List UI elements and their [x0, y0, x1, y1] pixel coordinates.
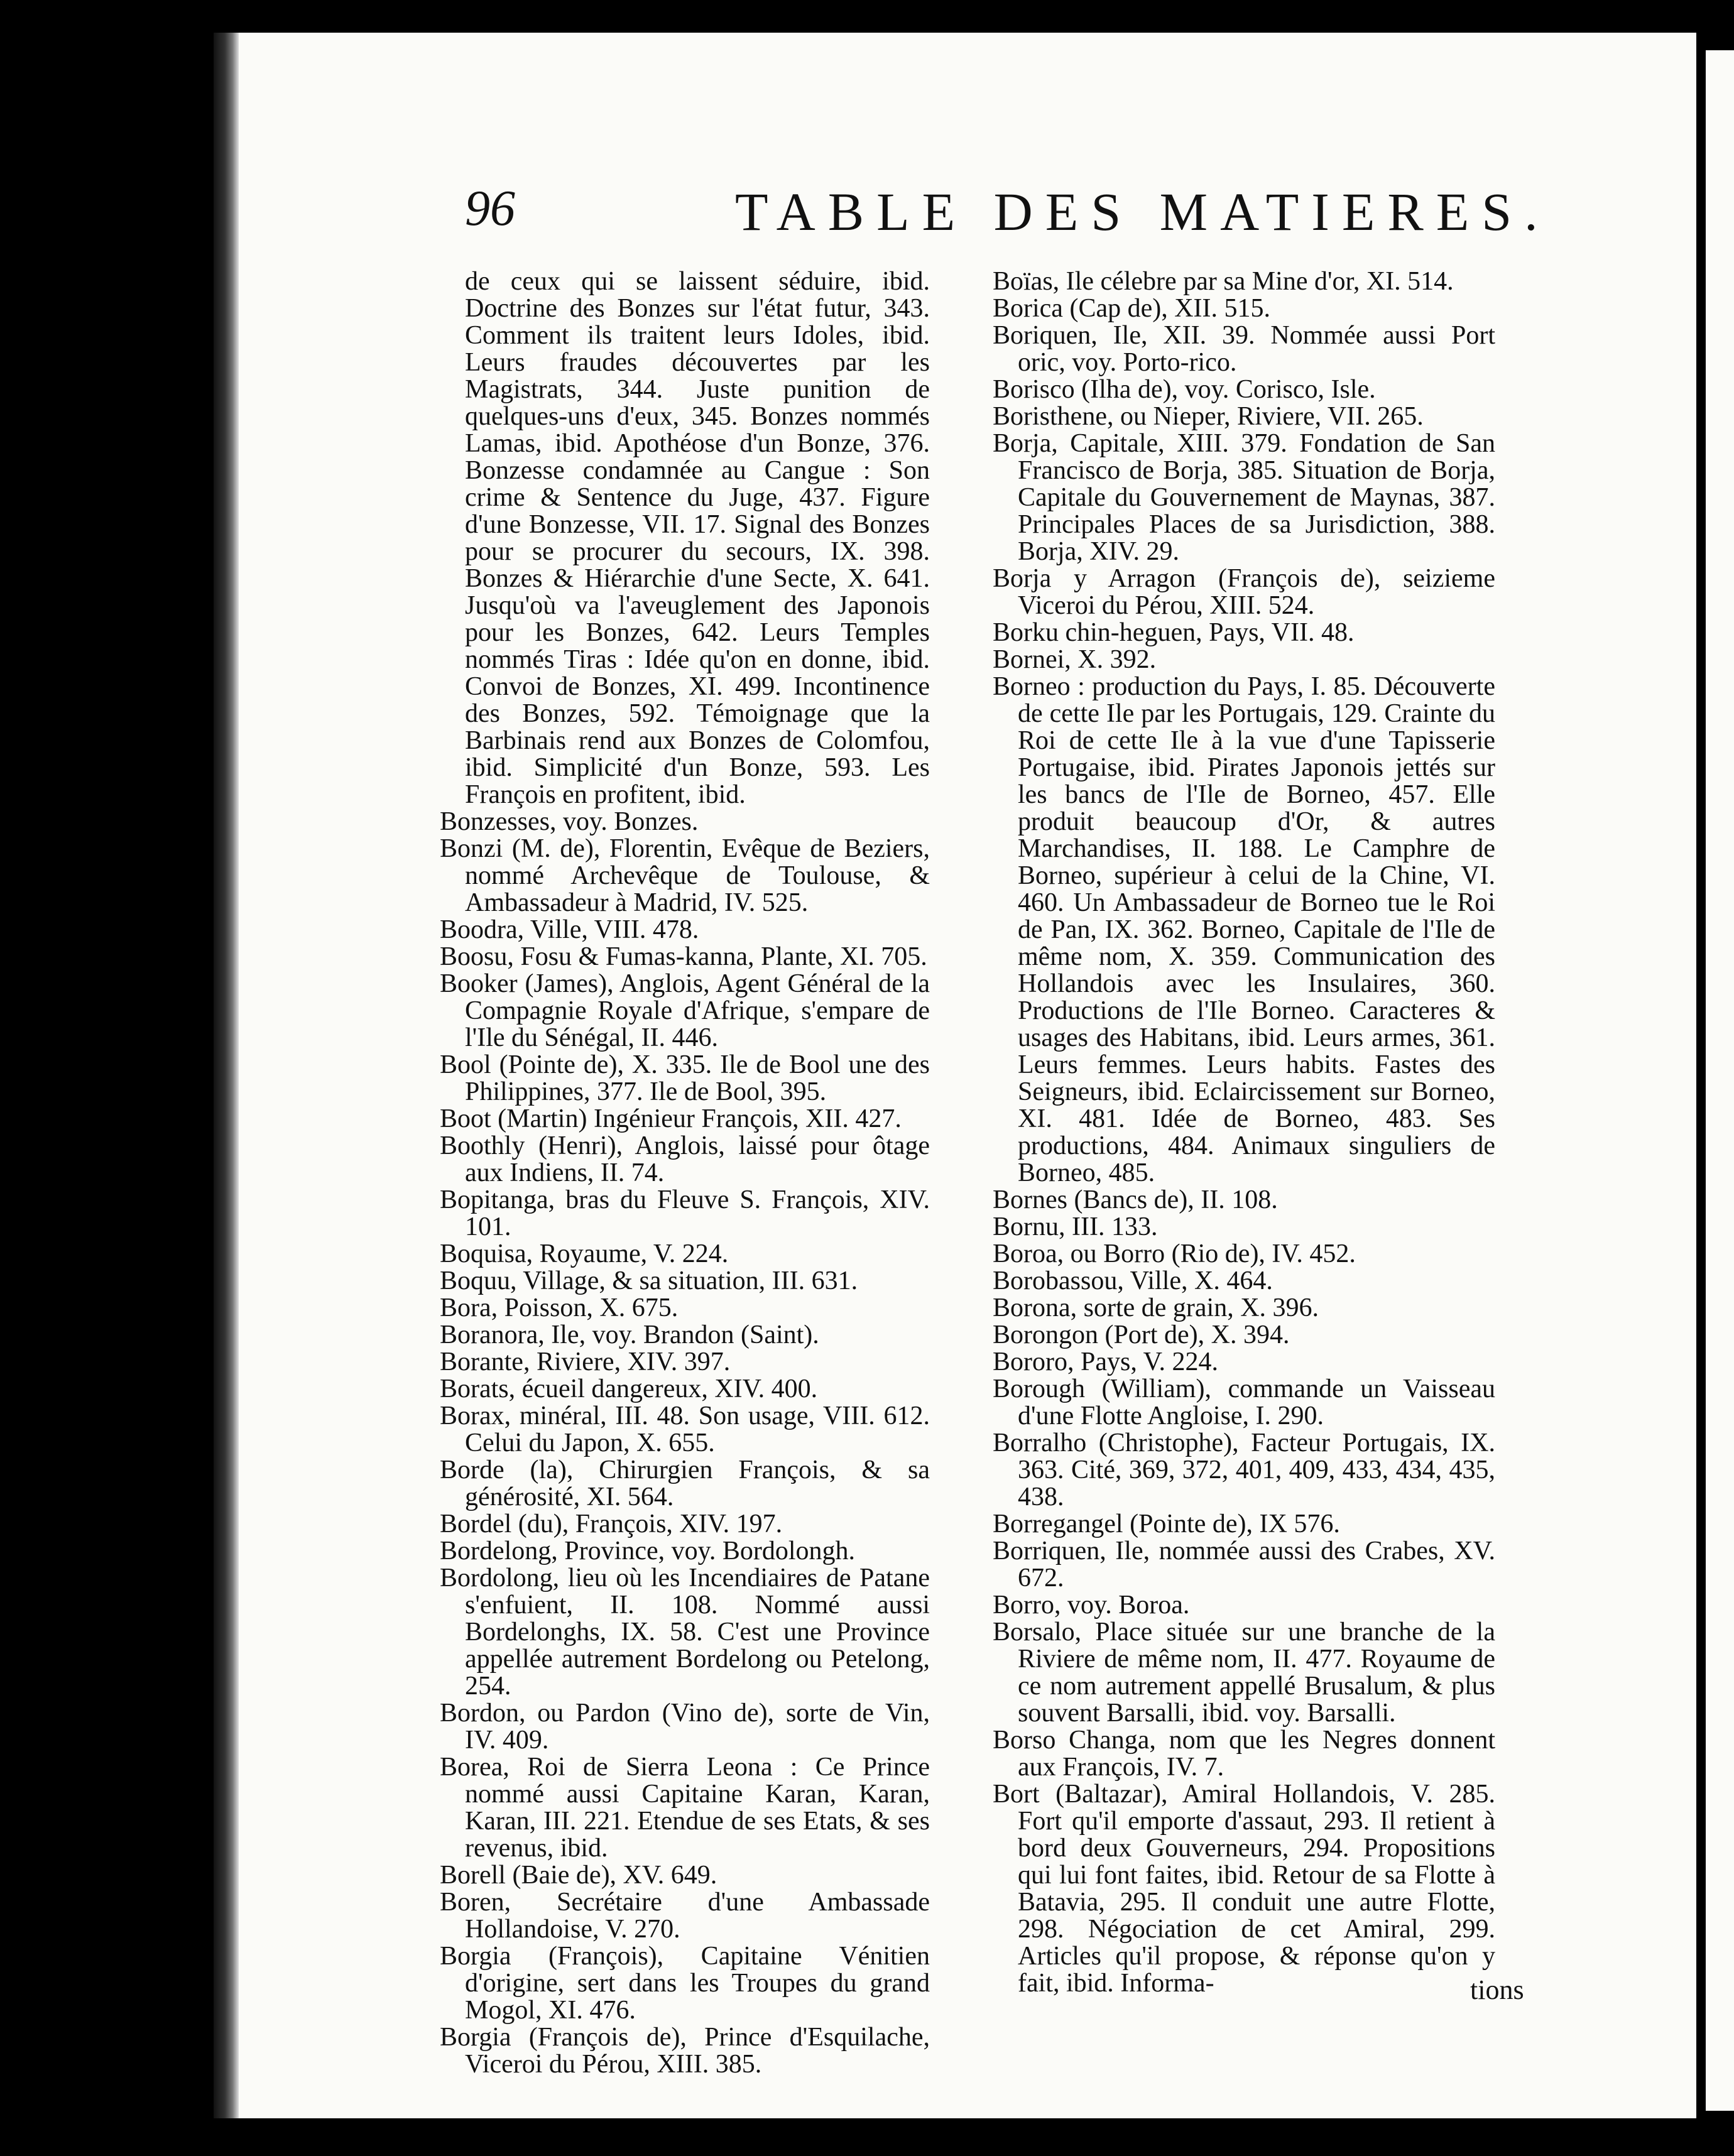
index-entry: Borde (la), Chirurgien François, & sa générosité, XI. 564.	[440, 1456, 930, 1511]
index-entry: Boodra, Ville, VIII. 478.	[440, 915, 699, 944]
index-entry: Bornu, III. 133.	[993, 1212, 1158, 1241]
index-entry: Bonzesses, voy. Bonzes.	[440, 807, 699, 836]
index-entry: Borea, Roi de Sierra Leona : Ce Prince nommé aussi Capitaine Karan, Karan, Karan, III. 221. Etendue de ses Etats, & ses revenus, ibid.	[440, 1753, 930, 1863]
index-entry: Borante, Riviere, XIV. 397.	[440, 1348, 731, 1376]
index-entry: Borica (Cap de), XII. 515.	[993, 294, 1271, 323]
index-entry: Bororo, Pays, V. 224.	[993, 1348, 1218, 1376]
index-entry: Borso Changa, nom que les Negres donnent aux François, IV. 7.	[993, 1726, 1495, 1782]
index-entry: Borongon (Port de), X. 394.	[993, 1320, 1290, 1349]
index-entry: Boothly (Henri), Anglois, laissé pour ôtage aux Indiens, II. 74.	[440, 1131, 930, 1187]
book-page	[239, 33, 1696, 2118]
index-entry: Borgia (François), Capitaine Vénitien d'origine, sert dans les Troupes du grand Mogol, XI. 476.	[440, 1942, 930, 2025]
index-entry: Boquisa, Royaume, V. 224.	[440, 1239, 729, 1268]
index-entry: Bordelong, Province, voy. Bordolongh.	[440, 1537, 856, 1565]
index-entry: Boïas, Ile célebre par sa Mine d'or, XI. 514.	[993, 267, 1454, 296]
index-entry: Borobassou, Ville, X. 464.	[993, 1266, 1273, 1295]
index-entry: Borgia (François de), Prince d'Esquilache, Viceroi du Pérou, XIII. 385.	[440, 2023, 930, 2079]
index-entry: Borough (William), commande un Vaisseau d'une Flotte Angloise, I. 290.	[993, 1375, 1495, 1430]
continued-entry: de ceux qui se laissent séduire, ibid. Doctrine des Bonzes sur l'état futur, 343. Comment ils traitent leurs Idoles, ibid. Leurs fraudes découvertes par les Magistrats, 344. Juste punition de quelques-uns d'eux, 345. Bonzes nommés Lamas, ibid. Apothéose d'un Bonze, 376. Bonzesse condamnée au Cangue : Son crime & Sentence du Juge, 437. Figure d'une Bonzesse, VII. 17. Signal des Bonzes pour se procurer du secours, IX. 398. Bonzes & Hiérarchie d'une Secte, X. 641. Jusqu'où va l'aveuglement des Japonois pour les Bonzes, 642. Leurs Temples nommés Tiras : Idée qu'on en donne, ibid. Convoi de Bonzes, XI. 499. Incontinence des Bonzes, 592. Témoignage que la Barbinais rend aux Bonzes de Colomfou, ibid. Simplicité d'un Bonze, 593. Les François en profitent, ibid.	[465, 267, 930, 809]
page-number: 96	[465, 181, 515, 236]
index-entry: Boristhene, ou Nieper, Riviere, VII. 265.	[993, 402, 1424, 431]
index-entry: Boren, Secrétaire d'une Ambassade Hollandoise, V. 270.	[440, 1888, 930, 1944]
index-entry: Borax, minéral, III. 48. Son usage, VIII. 612. Celui du Japon, X. 655.	[440, 1402, 930, 1457]
index-entry: Borsalo, Place située sur une branche de la Riviere de même nom, II. 477. Royaume de ce nom autrement appellé Brusalum, & plus souvent Barsalli, ibid. voy. Barsalli.	[993, 1618, 1495, 1728]
index-entry: Borisco (Ilha de), voy. Corisco, Isle.	[993, 375, 1376, 404]
index-entry: Bordolong, lieu où les Incendiaires de Patane s'enfuient, II. 108. Nommé aussi Bordelonghs, IX. 58. C'est une Province appellée autrement Bordelong ou Petelong, 254.	[440, 1564, 930, 1701]
index-entry: Borriquen, Ile, nommée aussi des Crabes, XV. 672.	[993, 1537, 1495, 1592]
index-entry: Bonzi (M. de), Florentin, Evêque de Beziers, nommé Archevêque de Toulouse, & Ambassadeur à Madrid, IV. 525.	[440, 834, 930, 917]
catchword: tions	[1470, 1974, 1524, 2005]
index-entry: Boroa, ou Borro (Rio de), IV. 452.	[993, 1239, 1356, 1268]
next-page-edge	[1706, 50, 1734, 2111]
index-entry: Bort (Baltazar), Amiral Hollandois, V. 285. Fort qu'il emporte d'assaut, 293. Il retient à bord deux Gouverneurs, 294. Propositions qui lui font faites, ibid. Retour de sa Flotte à Batavia, 295. Il conduit une autre Flotte, 298. Négociation de cet Amiral, 299. Articles qu'il propose, & réponse qu'on y fait, ibid. Informa-	[993, 1780, 1495, 1998]
index-entry: Boquu, Village, & sa situation, III. 631.	[440, 1266, 858, 1295]
index-entry: Borregangel (Pointe de), IX 576.	[993, 1510, 1340, 1538]
index-entry: Boosu, Fosu & Fumas-kanna, Plante, XI. 705.	[440, 942, 927, 971]
index-entry: Borona, sorte de grain, X. 396.	[993, 1293, 1319, 1322]
index-entry: Bornes (Bancs de), II. 108.	[993, 1185, 1278, 1214]
index-entry: Boriquen, Ile, XII. 39. Nommée aussi Port oric, voy. Porto-rico.	[993, 321, 1495, 377]
index-entry: Borja, Capitale, XIII. 379. Fondation de San Francisco de Borja, 385. Situation de Borja, Capitale du Gouvernement de Maynas, 387. Principales Places de sa Jurisdiction, 388. Borja, XIV. 29.	[993, 429, 1495, 566]
index-entry: Bora, Poisson, X. 675.	[440, 1293, 679, 1322]
page-title: TABLE DES MATIERES.	[735, 182, 1551, 242]
index-entry: Boot (Martin) Ingénieur François, XII. 427.	[440, 1104, 902, 1133]
right-column	[993, 268, 1495, 1997]
index-entry: Borja y Arragon (François de), seizieme Viceroi du Pérou, XIII. 524.	[993, 564, 1495, 620]
index-entry: Bordon, ou Pardon (Vino de), sorte de Vin, IV. 409.	[440, 1699, 930, 1755]
index-entry: Borralho (Christophe), Facteur Portugais, IX. 363. Cité, 369, 372, 401, 409, 433, 434, 435, 438.	[993, 1429, 1495, 1511]
index-entry: Bool (Pointe de), X. 335. Ile de Bool une des Philippines, 377. Ile de Bool, 395.	[440, 1050, 930, 1106]
running-head	[465, 180, 1671, 268]
left-column	[440, 268, 930, 2078]
index-entry: Borell (Baie de), XV. 649.	[440, 1861, 717, 1890]
index-entry: Bornei, X. 392.	[993, 645, 1157, 674]
index-entry: Bordel (du), François, XIV. 197.	[440, 1510, 783, 1538]
index-entry: Booker (James), Anglois, Agent Général de la Compagnie Royale d'Afrique, s'empare de l'Ile du Sénégal, II. 446.	[440, 969, 930, 1052]
index-entry: Borats, écueil dangereux, XIV. 400.	[440, 1375, 818, 1403]
index-entry: Boranora, Ile, voy. Brandon (Saint).	[440, 1320, 819, 1349]
index-entry: Borro, voy. Boroa.	[993, 1591, 1190, 1620]
book-spine-edge	[214, 33, 239, 2118]
index-entry: Borku chin-heguen, Pays, VII. 48.	[993, 618, 1355, 647]
index-entry: Borneo : production du Pays, I. 85. Découverte de cette Ile par les Portugais, 129. Crainte du Roi de cette Ile à la vue d'une Tapisserie Portugaise, ibid. Pirates Japonois jettés sur les bancs de l'Ile de Borneo, 457. Elle produit beaucoup d'Or, & autres Marchandises, II. 188. Le Camphre de Borneo, supérieur à celui de la Chine, VI. 460. Un Ambassadeur de Borneo tue le Roi de Pan, IX. 362. Borneo, Capitale de l'Ile de même nom, X. 359. Communication des Hollandois avec les Insulaires, 360. Productions de l'Ile Borneo. Caracteres & usages des Habitans, ibid. Leurs armes, 361. Leurs femmes. Leurs habits. Fastes des Seigneurs, ibid. Eclaircissement sur Borneo, XI. 481. Idée de Borneo, 483. Ses productions, 484. Animaux singuliers de Borneo, 485.	[993, 672, 1495, 1187]
index-entry: Bopitanga, bras du Fleuve S. François, XIV. 101.	[440, 1185, 930, 1241]
